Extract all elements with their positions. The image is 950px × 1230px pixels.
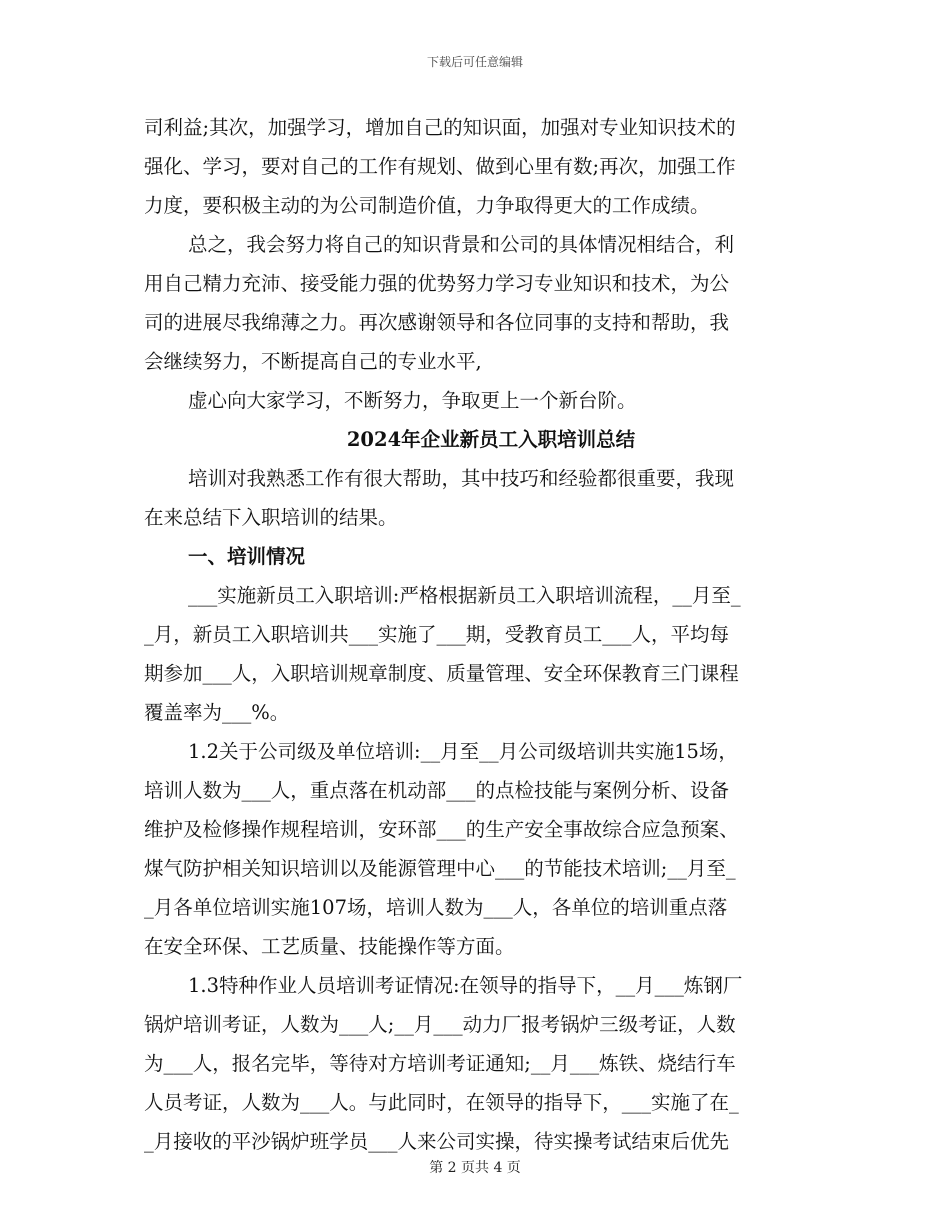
page-header: 下载后可任意编辑 bbox=[426, 55, 523, 69]
paragraph-line: 1.3特种作业人员培训考证情况:在领导的指导下，__月___炼钢厂 bbox=[188, 974, 743, 997]
paragraph-line: 司利益;其次，加强学习，增加自己的知识面，加强对专业知识技术的 bbox=[144, 116, 736, 139]
section-heading: 一、培训情况 bbox=[188, 545, 306, 568]
paragraph-line: 会继续努力，不断提高自己的专业水平, bbox=[144, 350, 482, 373]
paragraph-line: 力度，要积极主动的为公司制造价值，力争取得更大的工作成绩。 bbox=[144, 194, 710, 217]
paragraph-line: ___实施新员工入职培训:严格根据新员工入职培训流程，__月至_ bbox=[188, 584, 741, 607]
paragraph-line: 在来总结下入职培训的结果。 bbox=[144, 506, 398, 529]
paragraph-line: 为___人，报名完毕，等待对方培训考证通知;__月___炼铁、烧结行车 bbox=[144, 1052, 736, 1075]
paragraph-line: 人员考证，人数为___人。与此同时，在领导的指导下，___实施了在_ bbox=[144, 1091, 739, 1114]
paragraph-line: 覆盖率为___%。 bbox=[144, 701, 290, 724]
paragraph-line: 煤气防护相关知识培训以及能源管理中心___的节能技术培训;__月至_ bbox=[144, 857, 736, 880]
paragraph-line: 司的进展尽我绵薄之力。再次感谢领导和各位同事的支持和帮助，我 bbox=[144, 311, 730, 334]
paragraph-line: 虚心向大家学习，不断努力，争取更上一个新台阶。 bbox=[188, 389, 637, 412]
paragraph-line: 1.2关于公司级及单位培训:__月至__月公司级培训共实施15场， bbox=[188, 740, 738, 763]
paragraph-line: 培训人数为___人，重点落在机动部___的点检技能与案例分析、设备 bbox=[144, 779, 730, 802]
paragraph-line: 用自己精力充沛、接受能力强的优势努力学习专业知识和技术，为公 bbox=[144, 272, 730, 295]
paragraph-line: 培训对我熟悉工作有很大帮助，其中技巧和经验都很重要，我现 bbox=[188, 467, 735, 490]
paragraph-line: _月各单位培训实施107场，培训人数为___人，各单位的培训重点落 bbox=[144, 896, 728, 919]
paragraph-line: 锅炉培训考证，人数为___人;__月___动力厂报考锅炉三级考证，人数 bbox=[144, 1013, 736, 1036]
paragraph-line: 总之，我会努力将自己的知识背景和公司的具体情况相结合，利 bbox=[188, 233, 735, 256]
paragraph-line: 在安全环保、工艺质量、技能操作等方面。 bbox=[144, 935, 515, 958]
paragraph-line: 强化、学习，要对自己的工作有规划、做到心里有数;再次，加强工作 bbox=[144, 155, 736, 178]
page-footer: 第 2 页共 4 页 bbox=[429, 1160, 521, 1176]
section-title: 2024年企业新员工入职培训总结 bbox=[346, 428, 636, 451]
paragraph-line: _月接收的平沙锅炉班学员___人来公司实操，待实操考试结束后优先 bbox=[144, 1130, 730, 1153]
document-body bbox=[144, 110, 808, 1160]
paragraph-line: _月，新员工入职培训共___实施了___期，受教育员工___人，平均每 bbox=[144, 623, 730, 646]
paragraph-line: 维护及检修操作规程培训，安环部___的生产安全事故综合应急预案、 bbox=[144, 818, 739, 841]
paragraph-line: 期参加___人，入职培训规章制度、质量管理、安全环保教育三门课程 bbox=[144, 662, 739, 685]
